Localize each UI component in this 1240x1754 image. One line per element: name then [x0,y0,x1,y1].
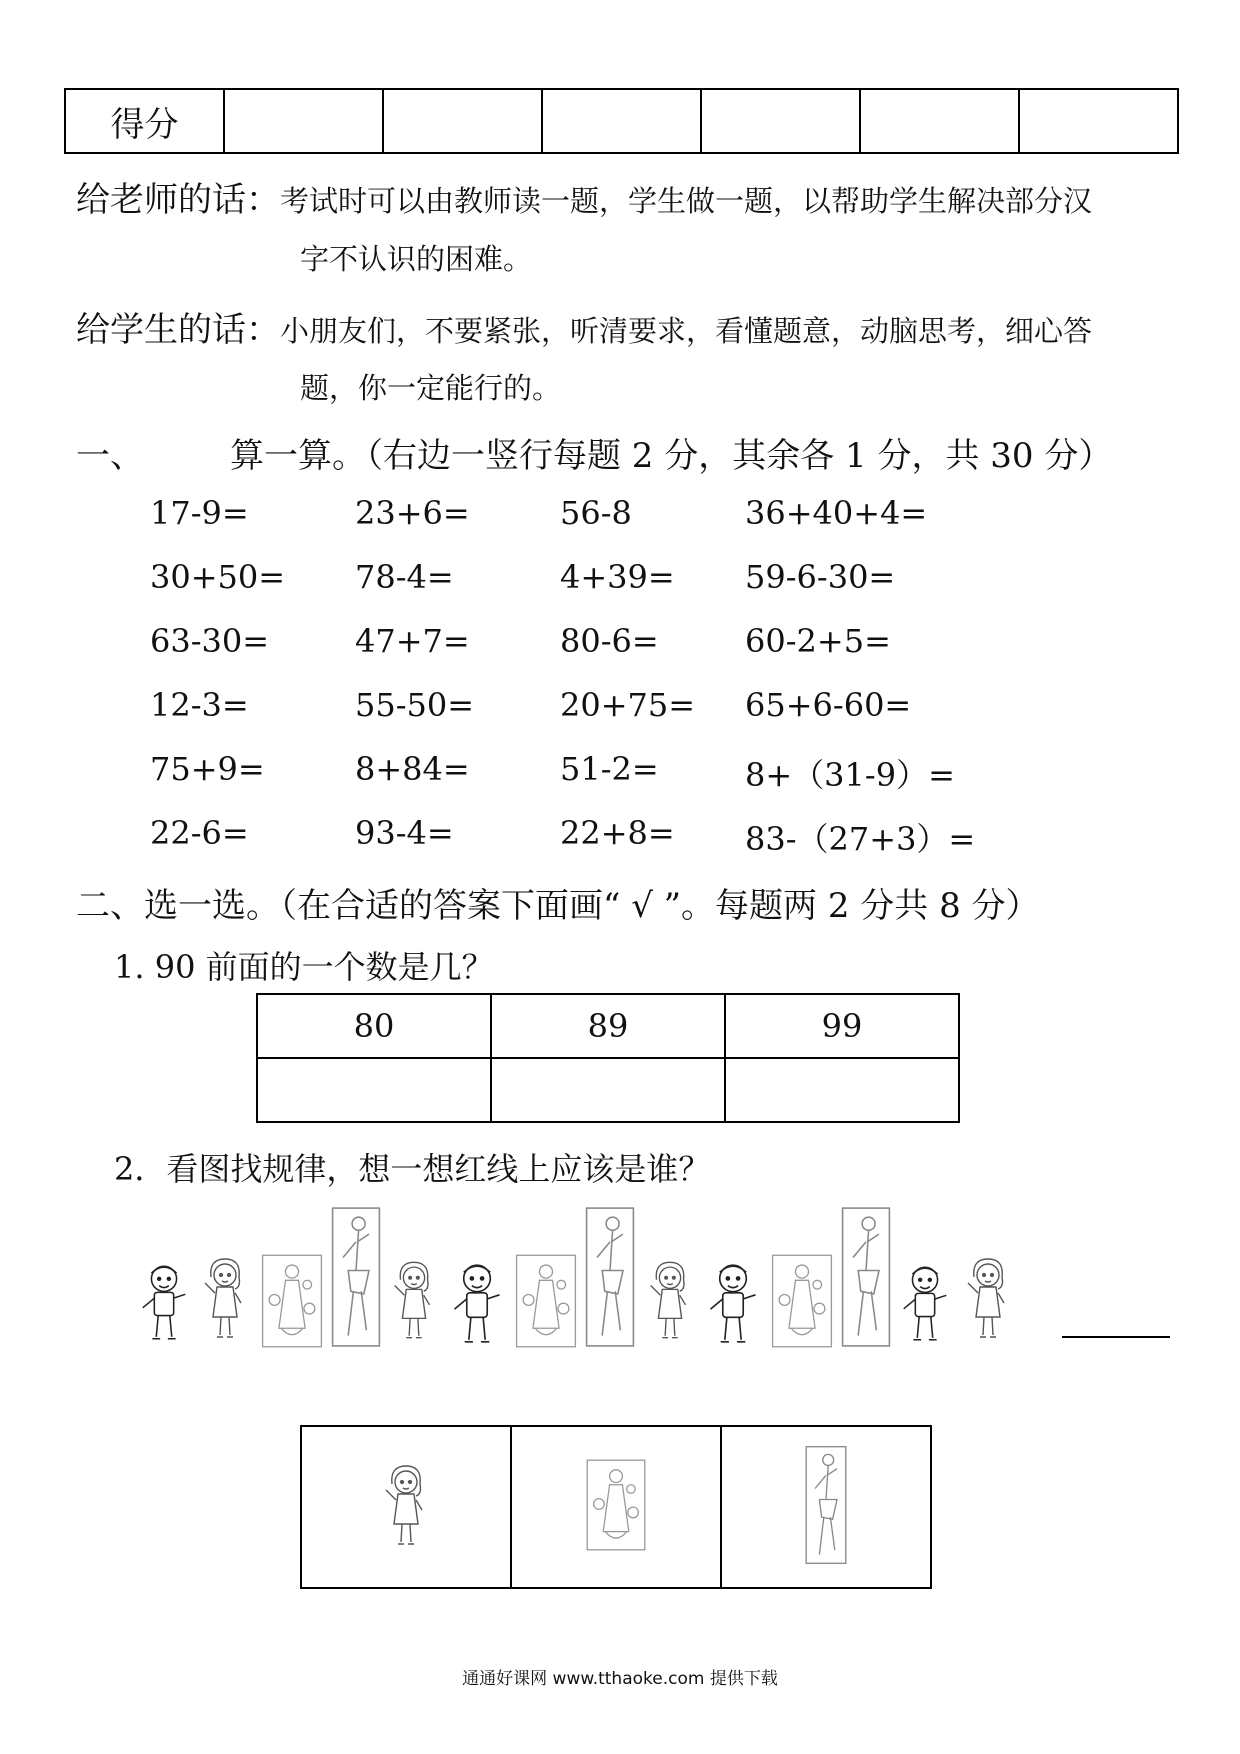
dancer-figure [584,1202,636,1352]
lady-frame-figure [768,1252,836,1350]
option-80: 80 [257,994,491,1058]
girl-figure [385,1250,443,1350]
answer-cell[interactable] [257,1058,491,1122]
calc-item: 47+7= [355,622,470,660]
calc-item: 30+50= [150,558,286,596]
teacher-note-line2: 字不认识的困难。 [300,242,533,276]
girl-figure [195,1248,255,1348]
calc-item: 4+39= [560,558,675,596]
boy-figure [135,1258,193,1348]
score-cell [701,89,860,153]
score-label: 得分 [65,89,224,153]
score-table [64,88,1179,154]
dancer-figure [840,1202,892,1352]
student-note-lead: 给学生的话： [76,310,280,350]
teacher-note-lead: 给老师的话： [76,180,280,220]
lady-frame-figure [584,1450,648,1560]
student-note-line2: 题，你一定能行的。 [300,371,562,405]
score-cell [224,89,383,153]
calc-item: 63-30= [150,622,270,660]
boy-figure [702,1258,764,1350]
answer-cell[interactable] [725,1058,959,1122]
score-cell [1019,89,1178,153]
calc-item: 22-6= [150,814,249,852]
girl-figure [641,1250,699,1350]
calc-item: 20+75= [560,686,696,724]
section2-title: 二、选一选。（在合适的答案下面画“ √ ”。每题两 2 分共 8 分） [76,886,1040,926]
calc-item: 75+9= [150,750,265,788]
section1-title: 算一算。（右边一竖行每题 2 分，其余各 1 分，共 30 分） [230,436,1113,476]
lady-frame-figure [512,1252,580,1350]
teacher-note-line1: 考试时可以由教师读一题，学生做一题，以帮助学生解决部分汉 [280,184,1093,218]
calc-item: 51-2= [560,750,659,788]
calc-item: 17-9= [150,494,249,532]
section1-number: 一、 [76,436,144,476]
choice-row [301,1426,931,1588]
calc-item: 8+84= [355,750,470,788]
dancer-figure [804,1431,848,1579]
teacher-note [76,172,1092,221]
choice-cell-dancer[interactable] [721,1426,931,1588]
girl-figure [958,1248,1018,1348]
answer-cell[interactable] [491,1058,725,1122]
footer-credit: 通通好课网 www.tthaoke.com 提供下载 [462,1669,778,1689]
option-label-row [257,994,959,1058]
choice-cell-lady[interactable] [511,1426,721,1588]
question2-text: 2．看图找规律，想一想红线上应该是谁？ [114,1150,711,1188]
girl-figure [376,1455,436,1555]
calc-item: 22+8= [560,814,675,852]
score-cell [542,89,701,153]
calc-item: 78-4= [355,558,454,596]
calc-item: 23+6= [355,494,470,532]
calc-item: 36+40+4= [745,494,928,532]
calc-item: 93-4= [355,814,454,852]
calc-item: 56-8 [560,494,632,532]
score-row [65,89,1178,153]
dancer-figure [330,1202,382,1352]
boy-figure [896,1258,954,1350]
lady-frame-figure [258,1252,326,1350]
question1-text: 1. 90 前面的一个数是几？ [114,948,494,986]
option-99: 99 [725,994,959,1058]
question2-choices-table [300,1425,932,1589]
question1-options-table [256,993,960,1123]
calc-item: 59-6-30= [745,558,896,596]
calc-item: 80-6= [560,622,659,660]
calc-item: 8+（31-9）= [745,756,955,794]
score-cell [860,89,1019,153]
score-cell [383,89,542,153]
answer-red-line[interactable] [1062,1336,1170,1338]
student-note [76,302,1092,351]
student-note-line1: 小朋友们，不要紧张，听清要求，看懂题意，动脑思考，细心答 [280,314,1093,348]
boy-figure [446,1258,508,1350]
choice-cell-girl[interactable] [301,1426,511,1588]
calc-item: 65+6-60= [745,686,912,724]
option-answer-row [257,1058,959,1122]
calc-item: 12-3= [150,686,249,724]
calc-item: 55-50= [355,686,475,724]
calc-item: 60-2+5= [745,622,891,660]
option-89: 89 [491,994,725,1058]
calc-item: 83-（27+3）= [745,820,976,858]
